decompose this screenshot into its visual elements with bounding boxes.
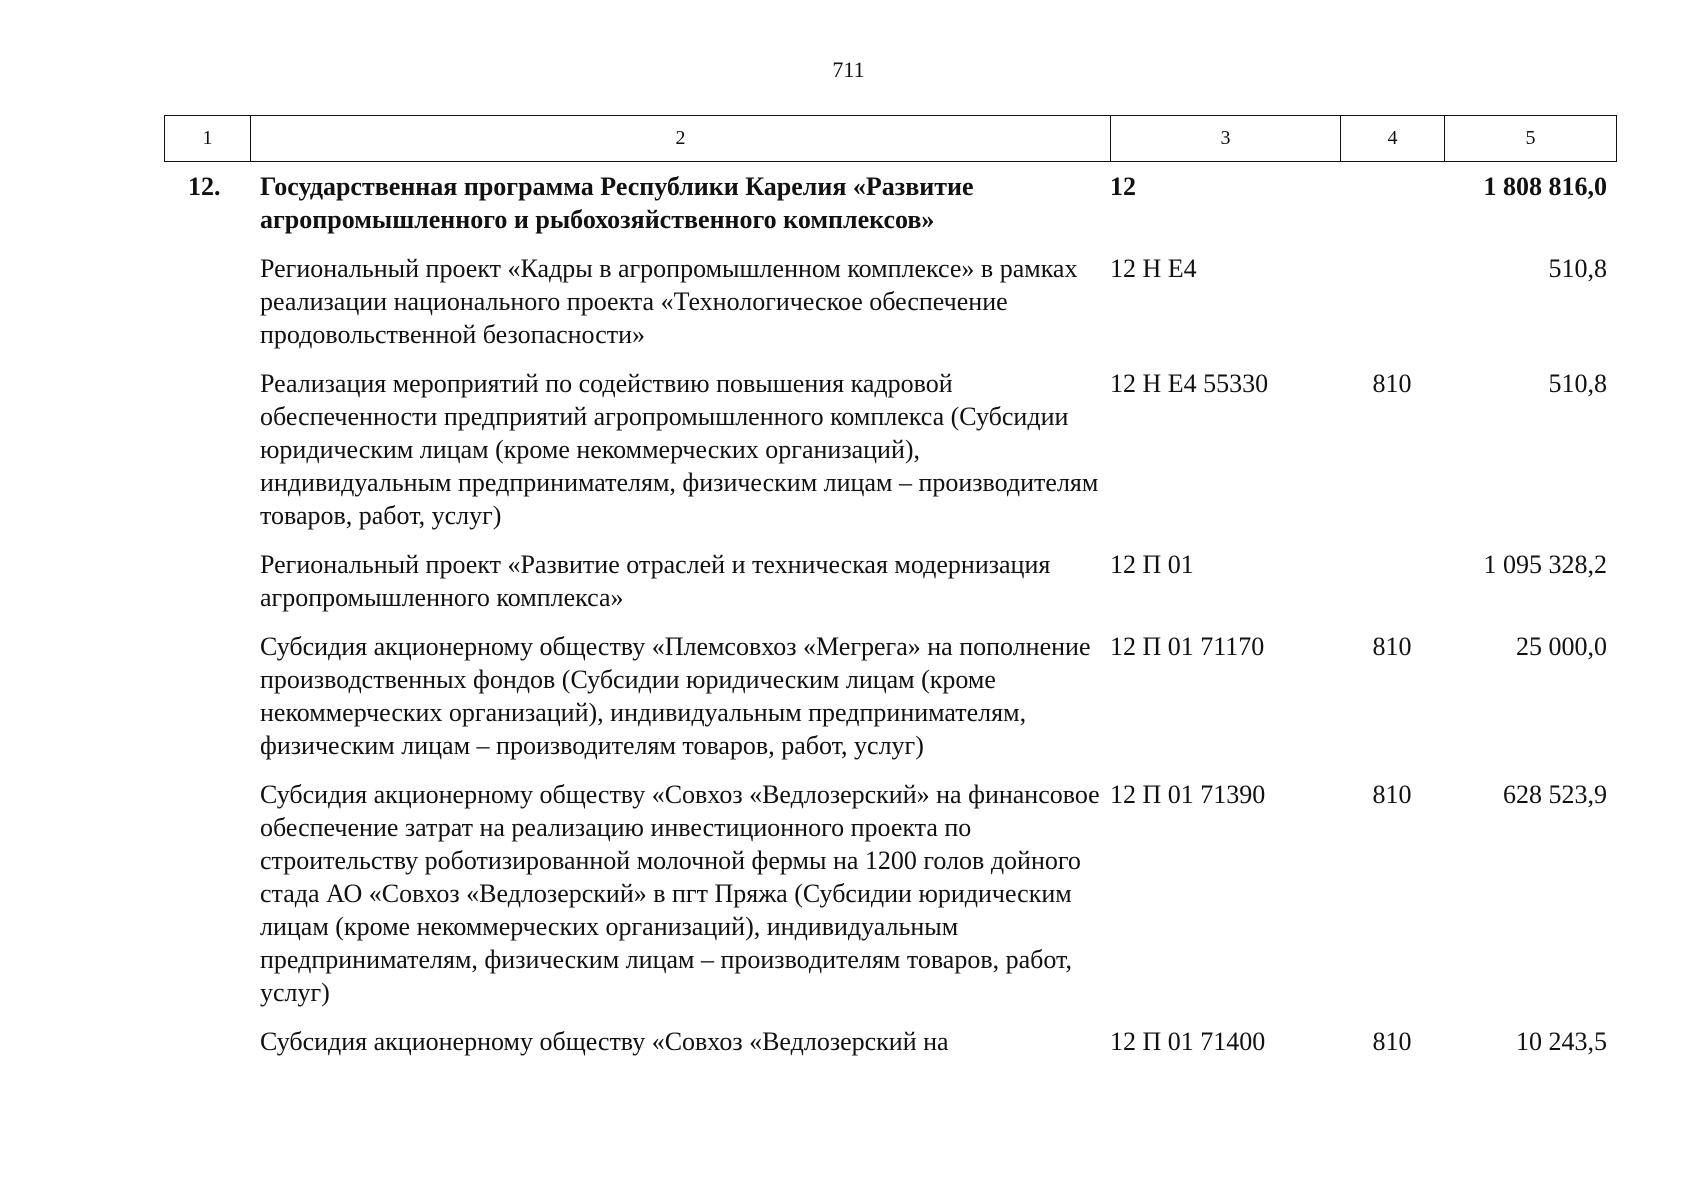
row-sum: 25 000,0 — [1516, 632, 1607, 661]
row-kind: 810 — [1372, 780, 1412, 809]
row-number — [164, 1025, 250, 1074]
row-kind: 810 — [1372, 369, 1412, 398]
row-code: 12 — [1110, 172, 1136, 201]
row-sum: 510,8 — [1548, 369, 1607, 398]
row-kind: 810 — [1372, 632, 1412, 661]
row-sum: 510,8 — [1548, 254, 1607, 283]
row-kind — [1340, 252, 1444, 367]
table-row — [164, 252, 1616, 367]
row-name: Региональный проект «Кадры в агропромышленном комплексе» в рамках реализации национального проекта «Технологическое обеспечение продовольственной безопасности» — [260, 254, 1078, 349]
row-number — [164, 252, 250, 367]
row-number: 12. — [188, 172, 221, 201]
column-header-1: 1 — [165, 116, 251, 162]
table-row — [164, 1025, 1616, 1074]
row-sum: 1 808 816,0 — [1483, 172, 1607, 201]
table-row-program — [164, 170, 1616, 252]
row-number — [164, 630, 250, 778]
row-name: Государственная программа Республики Карелия «Развитие агропромышленного и рыбохозяйственного комплексов» — [260, 172, 974, 234]
row-code: 12 П 01 71390 — [1110, 780, 1266, 809]
row-kind — [1340, 548, 1444, 630]
column-header-5: 5 — [1445, 116, 1617, 162]
row-name: Субсидия акционерному обществу «Совхоз «Ведлозерский» на финансовое обеспечение затрат на реализацию инвестиционного проекта по строительству роботизированной молочной фермы на 1200 голов дойного стада АО «Совхоз «Ведлозерский» в пгт Пряжа (Субсидии юридическим лицам (кроме некоммерческих организаций), индивидуальным предпринимателям, физическим лицам – производителям товаров, работ, услуг) — [260, 780, 1100, 1007]
row-number — [164, 778, 250, 1025]
row-code: 12 П 01 71170 — [1110, 632, 1265, 661]
row-code: 12 Н Е4 — [1110, 254, 1197, 283]
row-sum: 628 523,9 — [1503, 780, 1607, 809]
table-row — [164, 778, 1616, 1025]
row-sum: 10 243,5 — [1516, 1027, 1607, 1056]
row-sum: 1 095 328,2 — [1483, 550, 1607, 579]
row-name: Реализация мероприятий по содействию повышения кадровой обеспеченности предприятий агропромышленного комплекса (Субсидии юридическим лицам (кроме некоммерческих организаций), индивидуальным предпринимателям, физическим лицам – производителям товаров, работ, услуг) — [260, 369, 1099, 530]
row-code: 12 Н Е4 55330 — [1110, 369, 1269, 398]
row-kind: 810 — [1372, 1027, 1412, 1056]
row-name: Субсидия акционерному обществу «Племсовхоз «Мегрега» на пополнение производственных фондов (Субсидии юридическим лицам (кроме некоммерческих организаций), индивидуальным предпринимателям, физическим лицам – производителям товаров, работ, услуг) — [260, 632, 1091, 760]
row-number — [164, 367, 250, 548]
column-header-row — [165, 116, 1617, 162]
column-header-4: 4 — [1341, 116, 1445, 162]
page-number: 711 — [832, 57, 865, 82]
column-header-table — [164, 115, 1617, 162]
table-row — [164, 630, 1616, 778]
column-header-3: 3 — [1111, 116, 1341, 162]
column-header-2: 2 — [251, 116, 1111, 162]
table-row — [164, 367, 1616, 548]
row-kind — [1340, 170, 1444, 252]
row-name: Субсидия акционерному обществу «Совхоз «Ведлозерский на — [260, 1027, 949, 1056]
row-code: 12 П 01 71400 — [1110, 1027, 1266, 1056]
table-row — [164, 548, 1616, 630]
row-code: 12 П 01 — [1110, 550, 1194, 579]
row-name: Региональный проект «Развитие отраслей и техническая модернизация агропромышленного комплекса» — [260, 550, 1051, 612]
row-number — [164, 548, 250, 630]
budget-table — [164, 170, 1616, 1074]
